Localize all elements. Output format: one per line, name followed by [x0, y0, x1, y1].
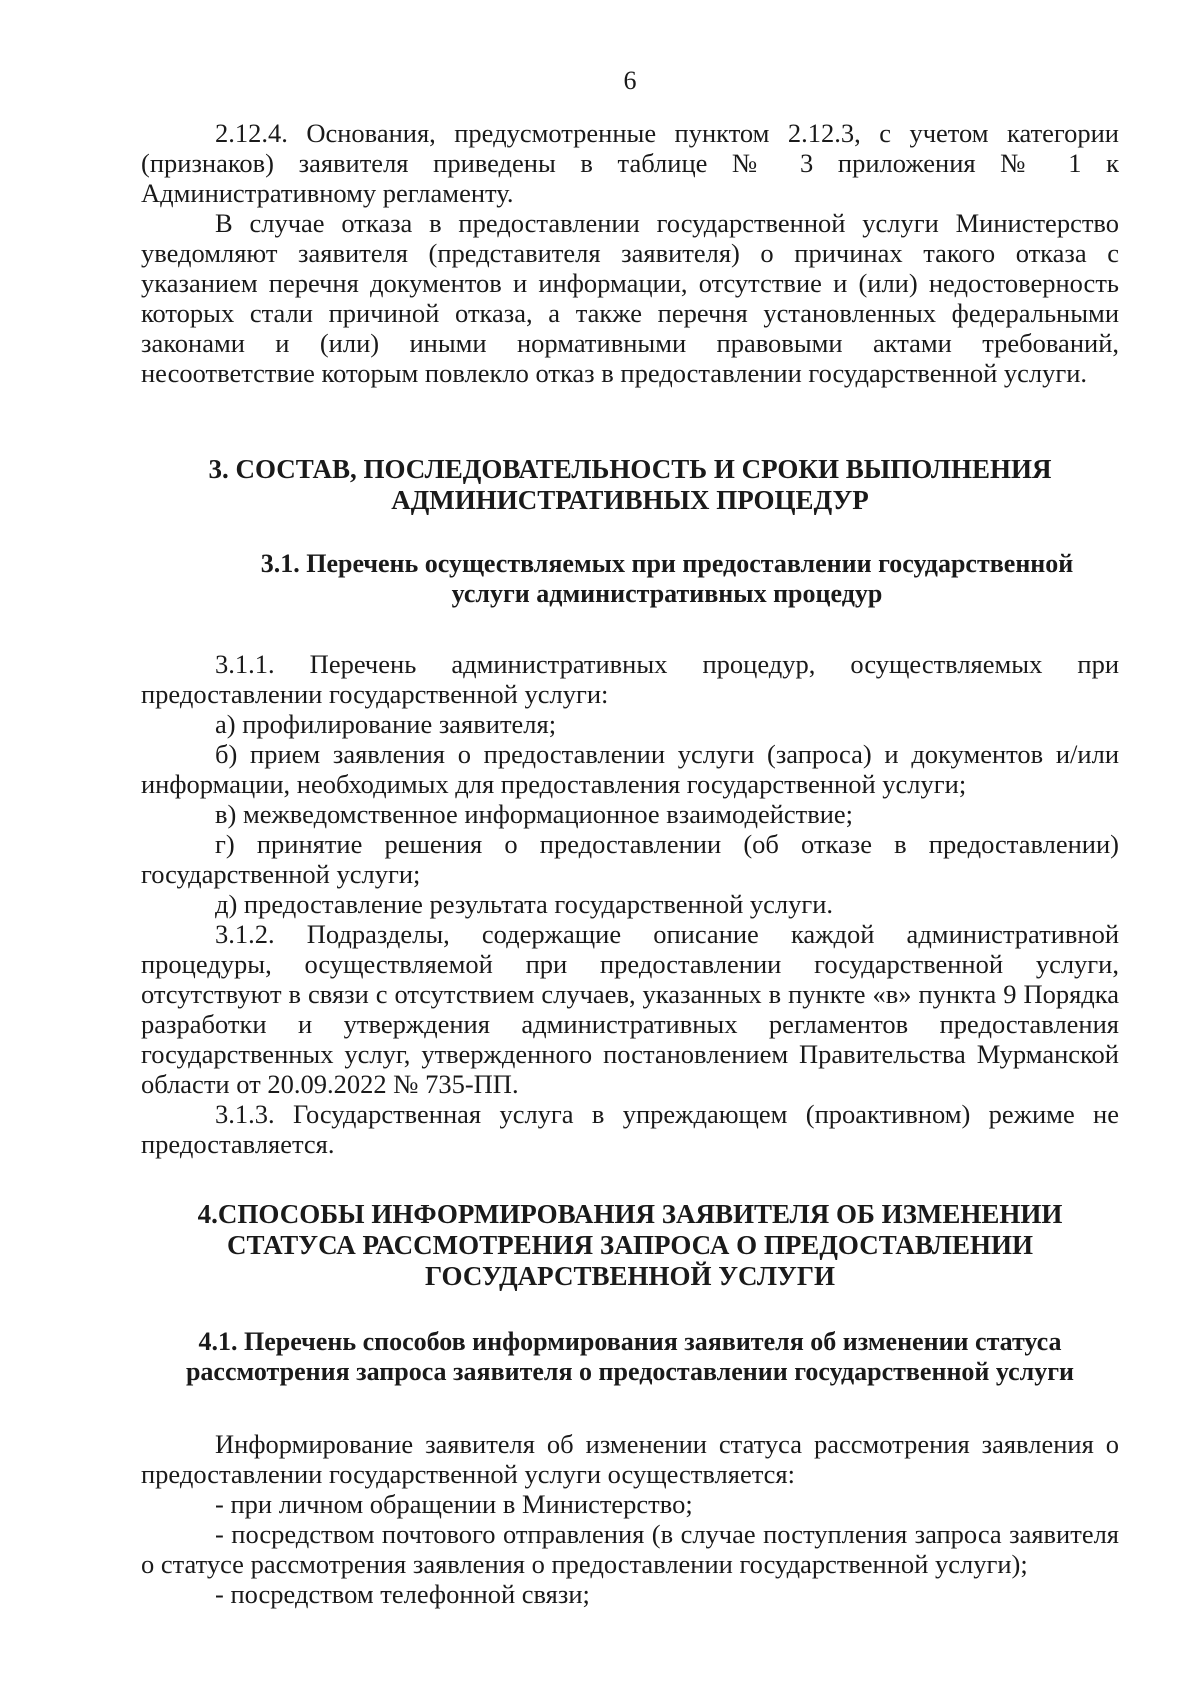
subsection-3-1-heading-line-1: 3.1. Перечень осуществляемых при предоставлении государственной — [260, 549, 1074, 578]
section-3-heading-line-2: АДМИНИСТРАТИВНЫХ ПРОЦЕДУР — [391, 485, 869, 515]
section-3-heading — [141, 454, 1119, 516]
list-item-d: д) предоставление результата государственной услуги. — [215, 889, 834, 919]
list-item-a: а) профилирование заявителя; — [215, 709, 557, 739]
list-item-b: б) прием заявления о предоставлении услуги (запроса) и документов и/или информации, необходимых для предоставления государственной услуги; — [141, 739, 1119, 799]
section-3-heading-line-1: 3. СОСТАВ, ПОСЛЕДОВАТЕЛЬНОСТЬ И СРОКИ ВЫПОЛНЕНИЯ — [208, 454, 1052, 484]
list-item-v: в) межведомственное информационное взаимодействие; — [215, 799, 854, 829]
section-4-heading-line-2: СТАТУСА РАССМОТРЕНИЯ ЗАПРОСА О ПРЕДОСТАВЛЕНИИ — [226, 1230, 1034, 1260]
subsection-3-1-heading-line-2: услуги административных процедур — [451, 579, 883, 608]
section-4-heading-line-3: ГОСУДАРСТВЕННОЙ УСЛУГИ — [425, 1261, 835, 1291]
subsection-4-1-heading — [141, 1327, 1119, 1387]
bullet-postal: - посредством почтового отправления (в случае поступления запроса заявителя о статусе рассмотрения заявления о предоставлении государственной услуги); — [141, 1519, 1119, 1579]
paragraph-3-1-2: 3.1.2. Подразделы, содержащие описание каждой административной процедуры, осуществляемой при предоставлении государственной услуги, отсутствуют в связи с отсутствием случаев, указанных в пункте «в» пункта 9 Порядка разработки и утверждения административных регламентов предоставления государственных услуг, утвержденного постановлением Правительства Мурманской области от 20.09.2022 № 735-ПП. — [141, 919, 1119, 1099]
subsection-4-1-heading-line-2: рассмотрения запроса заявителя о предоставлении государственной услуги — [185, 1357, 1075, 1386]
paragraph-3-1-3: 3.1.3. Государственная услуга в упреждающем (проактивном) режиме не предоставляется. — [141, 1099, 1119, 1159]
section-4-heading — [141, 1199, 1119, 1292]
subsection-3-1-heading — [141, 549, 1119, 609]
paragraph-4-1-intro: Информирование заявителя об изменении статуса рассмотрения заявления о предоставлении государственной услуги осуществляется: — [141, 1429, 1119, 1489]
section-4-heading-line-1: 4.СПОСОБЫ ИНФОРМИРОВАНИЯ ЗАЯВИТЕЛЯ ОБ ИЗМЕНЕНИИ — [197, 1199, 1063, 1229]
subsection-4-1-heading-line-1: 4.1. Перечень способов информирования заявителя об изменении статуса — [198, 1327, 1062, 1356]
paragraph-2-12-4: 2.12.4. Основания, предусмотренные пунктом 2.12.3, с учетом категории (признаков) заявителя приведены в таблице № 3 приложения № 1 к Административному регламенту. — [141, 118, 1119, 208]
bullet-phone: - посредством телефонной связи; — [215, 1579, 590, 1609]
page-number: 6 — [623, 66, 637, 95]
paragraph-3-1-1: 3.1.1. Перечень административных процедур, осуществляемых при предоставлении государственной услуги: — [141, 649, 1119, 709]
document-body — [141, 118, 1119, 1609]
list-item-g: г) принятие решения о предоставлении (об отказе в предоставлении) государственной услуги; — [141, 829, 1119, 889]
bullet-personal-visit: - при личном обращении в Министерство; — [215, 1489, 693, 1519]
paragraph-refusal: В случае отказа в предоставлении государственной услуги Министерство уведомляют заявителя (представителя заявителя) о причинах такого отказа с указанием перечня документов и информации, отсутствие и (или) недостоверность которых стали причиной отказа, а также перечня установленных федеральными законами и (или) иными нормативными правовыми актами требований, несоответствие которым повлекло отказ в предоставлении государственной услуги. — [141, 208, 1119, 388]
